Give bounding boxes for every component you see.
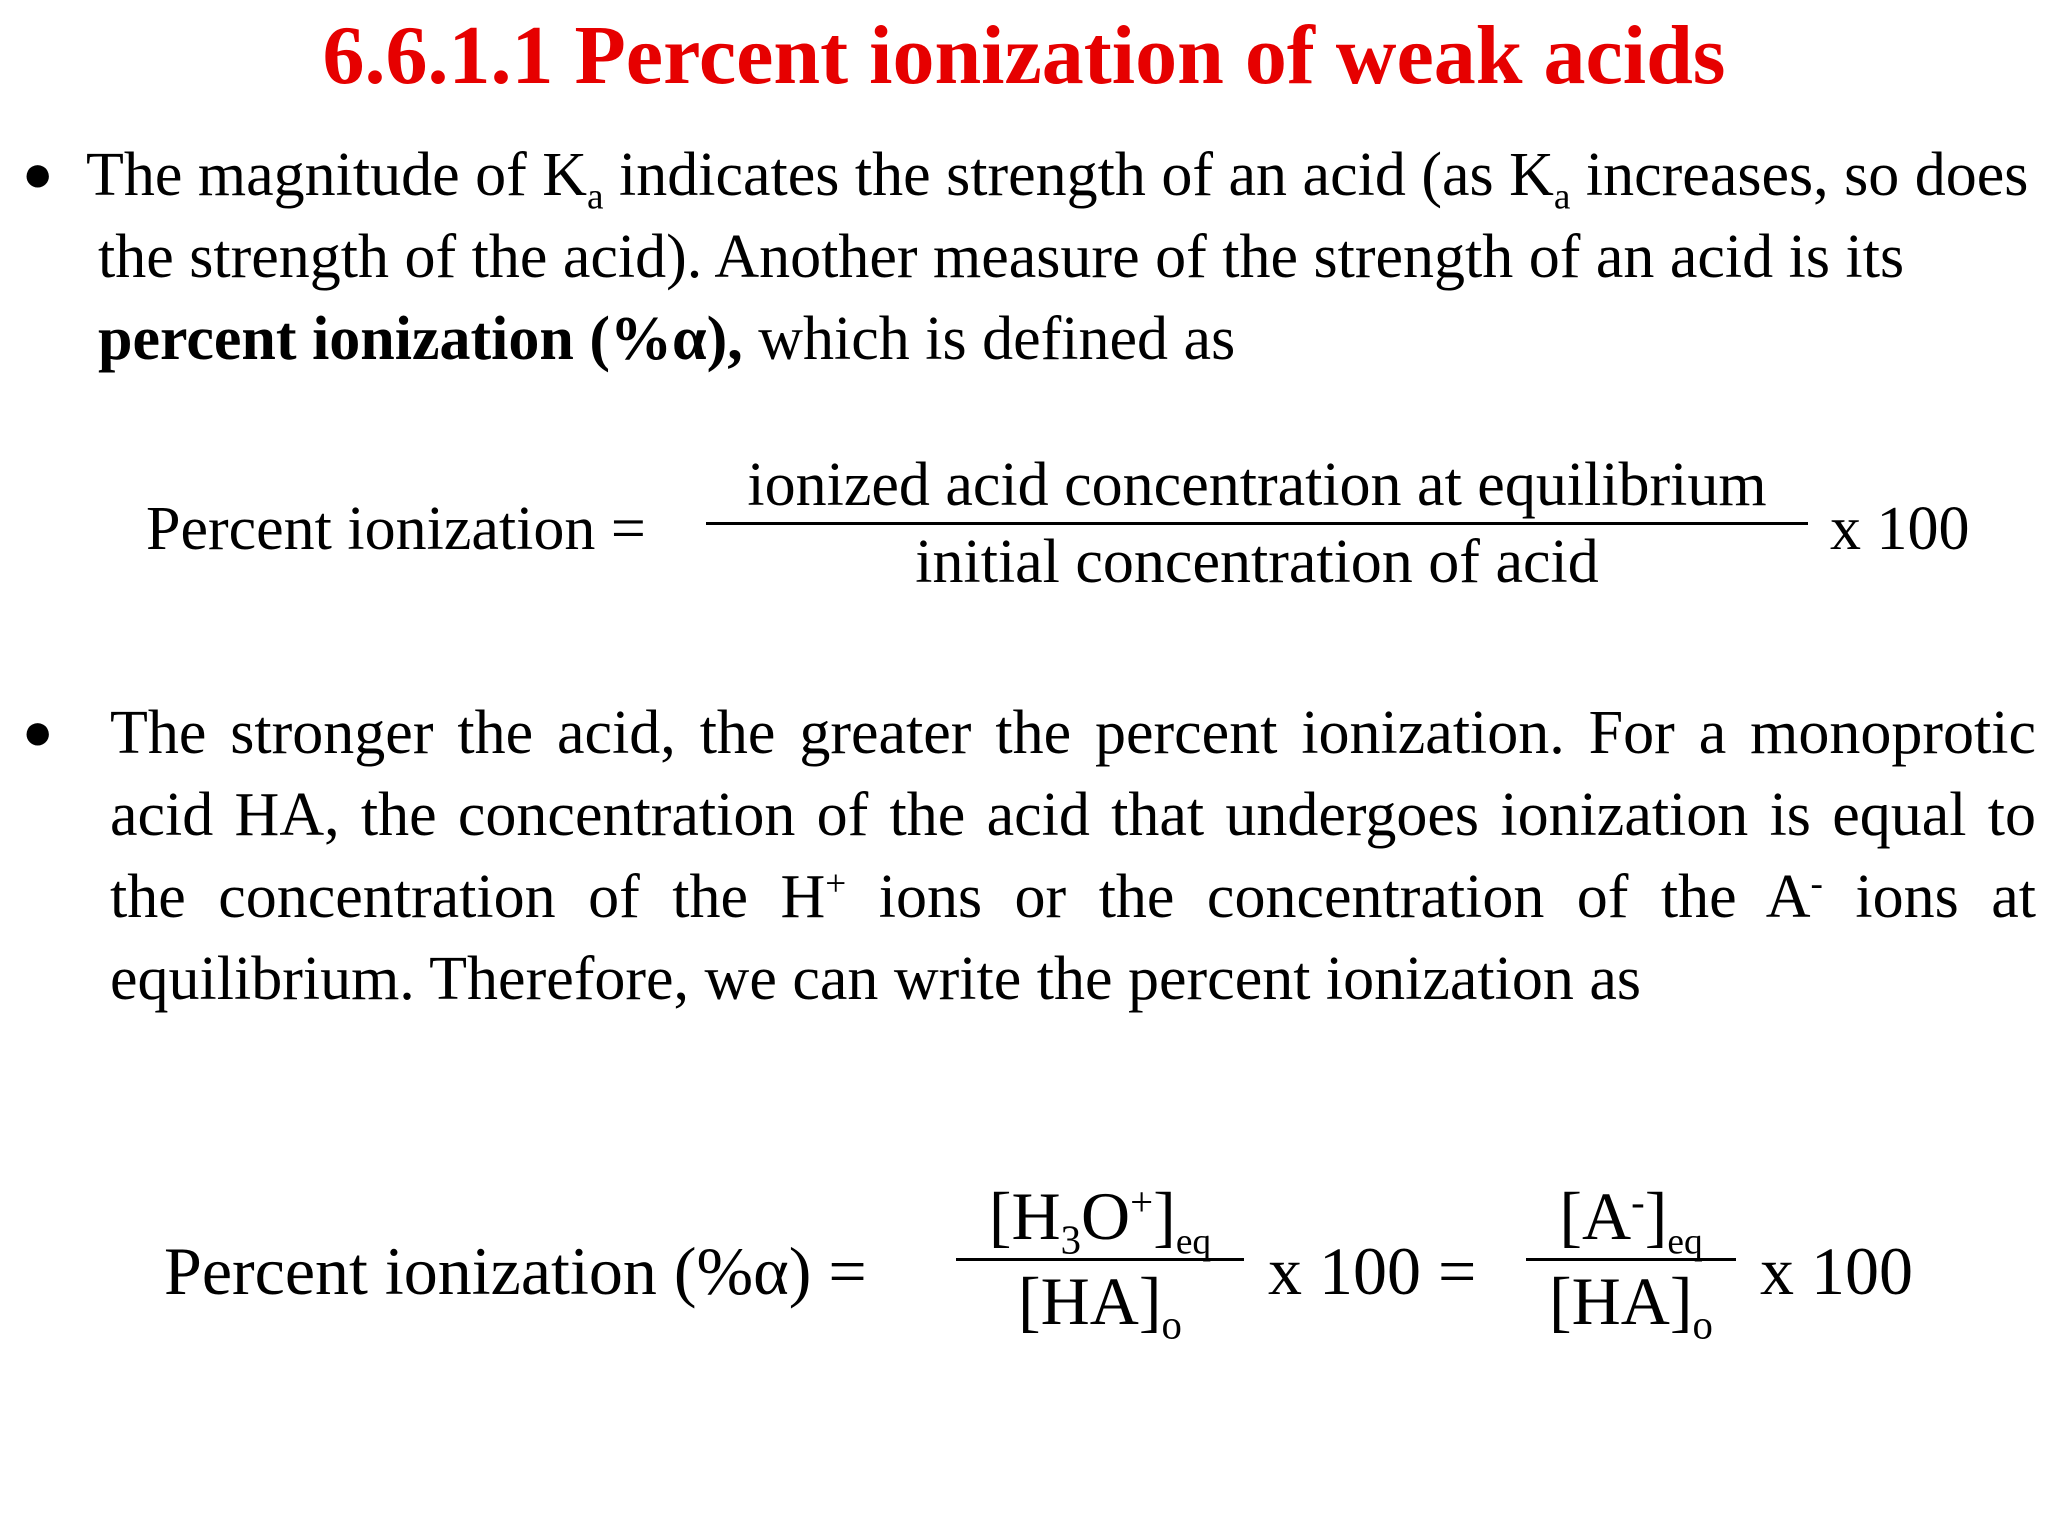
eq2-f1-den-a: [HA]	[1018, 1262, 1162, 1339]
eq2-f2-num-a: [A	[1559, 1178, 1632, 1254]
eq2-f2-numerator	[1526, 1176, 1736, 1263]
eq2-f2-den-a: [HA]	[1549, 1262, 1693, 1339]
eq2-mid: x 100 =	[1268, 1233, 1477, 1309]
eq2-f1-numerator	[956, 1176, 1244, 1263]
eq2-fraction-2	[1526, 1176, 1736, 1348]
p2-text-1: The stronger the acid, the greater the percent ionization. For a monoprotic acid HA, the concentration of the acid that undergoes ionization is equal to the concentration of the H	[110, 699, 2036, 931]
p1-text-1: The magnitude of K	[86, 141, 588, 209]
eq1-rhs: x 100	[1830, 495, 1970, 563]
eq2-f2-den-sub: o	[1692, 1302, 1713, 1348]
eq2-f1-num-a: [H	[988, 1178, 1061, 1254]
p2-sup-1: +	[825, 863, 847, 905]
p1-sub-2: a	[1553, 176, 1571, 218]
p1-sub-1: a	[587, 176, 604, 218]
eq2-lhs: Percent ionization (%α) =	[164, 1233, 867, 1309]
eq1-fraction	[706, 448, 1808, 600]
eq2-f1-den-sub: o	[1161, 1302, 1182, 1348]
eq2-f1-num-eq: eq	[1175, 1221, 1212, 1263]
eq2-f2-num-sup: -	[1631, 1179, 1645, 1225]
p1-bold-term: percent ionization (%α),	[98, 305, 743, 373]
eq2-fraction-1	[956, 1176, 1244, 1348]
eq2-f1-num-sup: +	[1130, 1179, 1154, 1225]
eq2-f1-num-b: O	[1081, 1178, 1131, 1254]
p2-text-3: ions at equilibrium. Therefore, we can write the percent ionization as	[110, 863, 2036, 1013]
paragraph-monoprotic	[110, 692, 2036, 1020]
bullet-2: ●	[22, 704, 54, 761]
paragraph-ka-strength	[86, 134, 2034, 380]
eq2-f2-num-c: ]	[1644, 1178, 1668, 1254]
p1-text-4: which is defined as	[742, 305, 1236, 373]
eq1-lhs: Percent ionization =	[146, 495, 646, 563]
eq2-f2-num-eq: eq	[1667, 1221, 1703, 1263]
p2-sup-2: -	[1810, 863, 1823, 905]
eq1-numerator: ionized acid concentration at equilibrium	[747, 451, 1767, 519]
eq2-f1-num-sub: 3	[1060, 1217, 1082, 1263]
eq2-f1-num-c: ]	[1153, 1178, 1176, 1254]
eq1-denominator: initial concentration of acid	[915, 528, 1599, 597]
eq2-f1-denominator	[956, 1261, 1244, 1348]
p2-text-2: ions or the concentration of the A	[846, 863, 1811, 931]
eq2-f2-denominator	[1526, 1261, 1736, 1348]
bullet-1: ●	[22, 146, 54, 203]
eq2-rhs: x 100	[1760, 1233, 1913, 1309]
slide-title: 6.6.1.1 Percent ionization of weak acids	[322, 9, 1726, 102]
p1-text-2: indicates the strength of an acid (as K	[603, 141, 1554, 209]
p1-text-3: increases, so does the strength of the acid). Another measure of the strength of an acid is its	[98, 141, 2029, 291]
